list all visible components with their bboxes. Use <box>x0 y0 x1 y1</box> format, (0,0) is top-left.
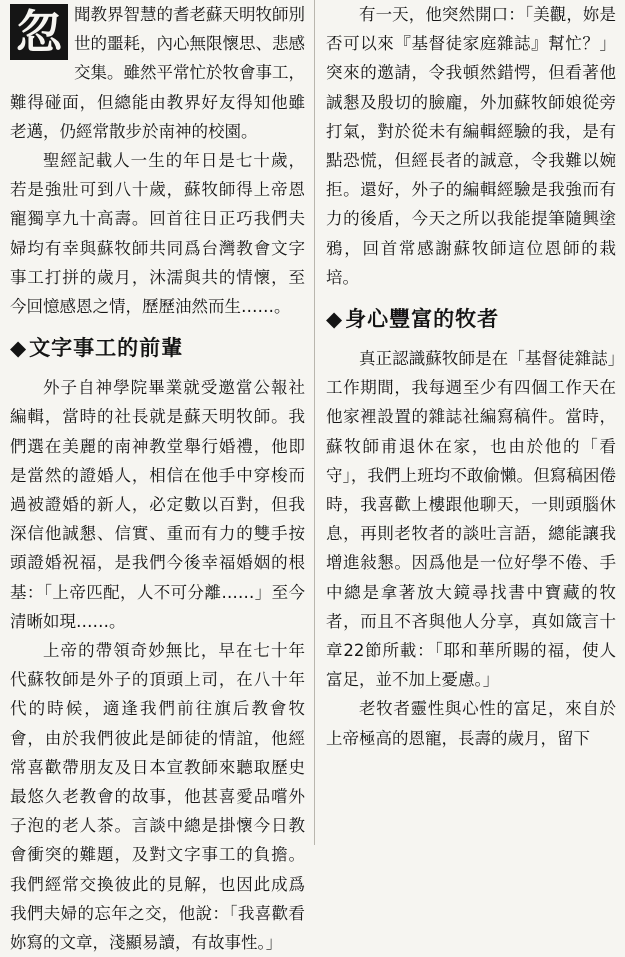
diamond-bullet-icon: ◆ <box>326 307 344 332</box>
section-title-pastor: 身心豐富的牧者 <box>345 307 500 332</box>
paragraph-closing: 老牧者靈性與心性的富足，來自於上帝極高的恩寵，長壽的歲月，留下 <box>326 699 616 748</box>
section-heading-pastor <box>326 304 616 334</box>
paragraph-magazine-work: 真正認識蘇牧師是在「基督徒雜誌」工作期間，我每週至少有四個工作天在他家裡設置的雜誌社編寫稿件。當時，蘇牧師甫退休在家，也由於他的「看守」，我們上班均不敢偷懶。但寫稿困倦時，我喜歡上樓跟他聊天，一則頭腦休息，再則老牧者的談吐言語，總能讓我增進敍懇。因爲他是一位好學不倦、手中總是拿著放大鏡尋找書中寶藏的牧者，而且不吝與他人分享，真如箴言十章22節所載：「耶和華所賜的福，使人富足，並不加上憂慮。」 <box>326 349 616 690</box>
paragraph-church-visits: 上帝的帶領奇妙無比，早在七十年代蘇牧師是外子的頂頭上司，在八十年代的時候，適逢我們前往旗后教會牧會，由於我們彼此是師徒的情誼，他經常喜歡帶朋友及日本宣教師來聽取歷史最悠久老教會的故事，他甚喜愛品嚐外子泡的老人茶。言談中總是掛懷今日教會衝突的難題，及對文字事工的負擔。我們經常交換彼此的見解，也因此成爲我們夫婦的忘年之交，他說：「我喜歡看妳寫的文章，淺顯易讀，有故事性。」 <box>10 641 305 953</box>
intro-paragraph <box>10 0 305 146</box>
section-heading-literature <box>10 333 305 363</box>
column-divider <box>314 0 315 845</box>
drop-cap: 忽 <box>10 4 68 60</box>
paragraph-wedding: 外子自神學院畢業就受邀當公報社編輯，當時的社長就是蘇天明牧師。我們選在美麗的南神教堂舉行婚禮，他即是當然的證婚人，相信在他手中穿梭而過被證婚的新人，必定數以百對，但我深信他誠懇、信實、重而有力的雙手按頭證婚祝福，是我們今後幸福婚姻的根基：「上帝匹配，人不可分離……」至今清晰如現……。 <box>10 378 305 631</box>
right-column <box>326 0 616 753</box>
paragraph-lifespan: 聖經記載人一生的年日是七十歲，若是強壯可到八十歲，蘇牧師得上帝恩寵獨享九十高壽。回首往日正巧我們夫婦均有幸與蘇牧師共同爲台灣教會文字事工打拼的歲月，沐濡與共的情懷，至今回憶感恩之情，歷歷油然而生……。 <box>10 151 305 317</box>
section-title-literature: 文字事工的前輩 <box>29 336 184 361</box>
intro-text: 聞教界智慧的耆老蘇天明牧師別世的噩耗，內心無限懷思、悲感交集。雖然平常忙於牧會事工，難得碰面，但總能由教界好友得知他雖老邁，仍經常散步於南神的校園。 <box>10 5 305 141</box>
left-column <box>10 0 305 957</box>
diamond-bullet-icon: ◆ <box>10 336 28 361</box>
paragraph-invitation: 有一天，他突然開口：「美觀，妳是否可以來『基督徒家庭雜誌』幫忙？」突來的邀請，令我頓然錯愕，但看著他誠懇及殷切的臉龐，外加蘇牧師娘從旁打氣，對於從未有編輯經驗的我，是有點恐慌，但經長者的誠意，令我難以婉拒。還好，外子的編輯經驗是我強而有力的後盾，今天之所以我能提筆隨興塗鴉，回首常感謝蘇牧師這位恩師的栽培。 <box>326 5 616 287</box>
